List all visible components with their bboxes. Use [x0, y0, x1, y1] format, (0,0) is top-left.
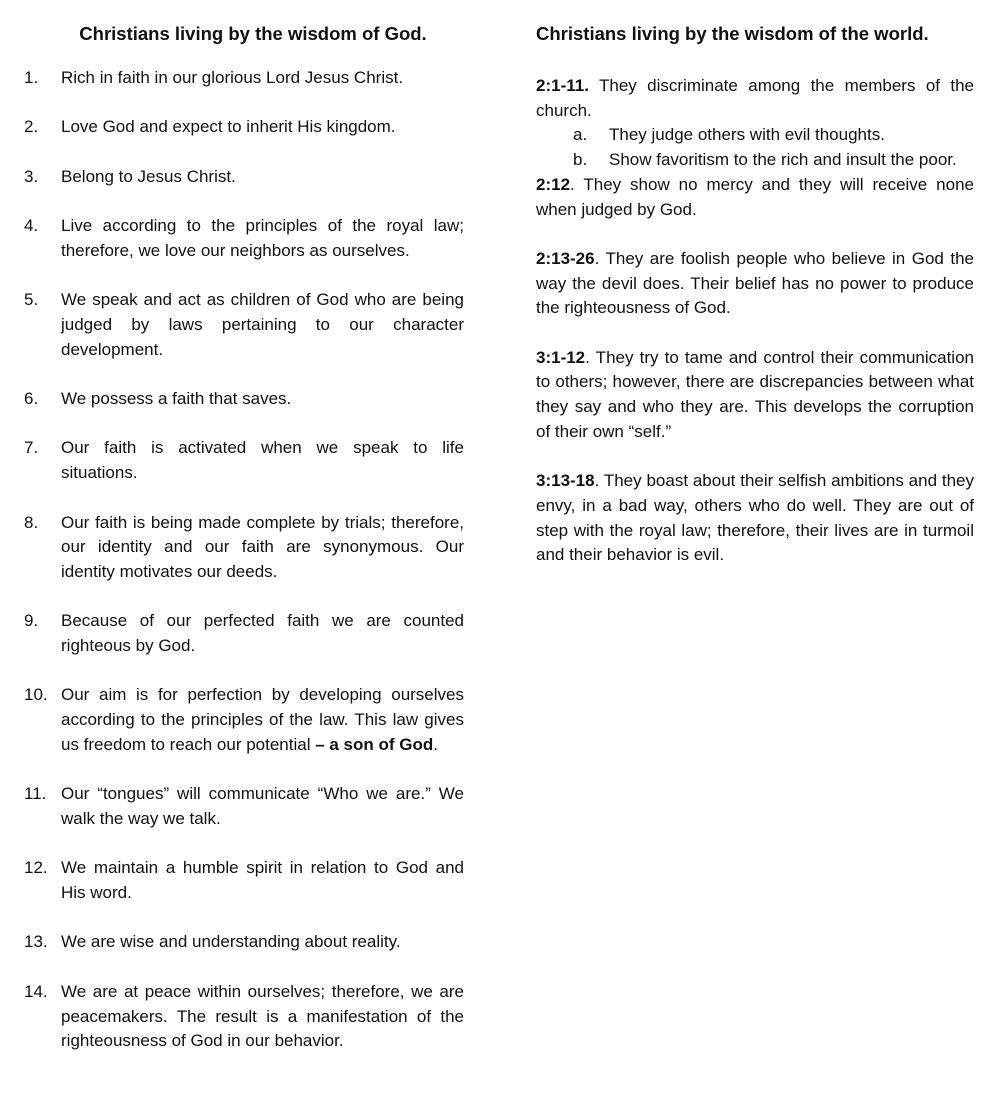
left-column-title: Christians living by the wisdom of God.	[79, 23, 427, 44]
item-text: Our faith is activated when we speak to life situations.	[61, 438, 464, 483]
item-text: Live according to the principles of the royal law; therefore, we love our neighbors as ourselves.	[61, 216, 464, 260]
item-text	[61, 683, 464, 757]
list-item	[24, 930, 464, 955]
item-text: We are at peace within ourselves; therefore, we are peacemakers. The result is a manifestation of the righteousness of God in our behavior.	[61, 981, 464, 1051]
sub-item	[536, 148, 974, 173]
section-ref: 3:1-12	[536, 347, 586, 367]
section-ref: 3:13-18	[536, 471, 595, 491]
list-item	[24, 66, 464, 91]
sub-item-label: a.	[573, 125, 588, 145]
list-item	[24, 980, 464, 1054]
item-text: We speak and act as children of God who are being judged by laws pertaining to our character development.	[61, 290, 464, 359]
right-column	[536, 0, 974, 568]
item-number: 3.	[24, 166, 39, 186]
section-text: . They boast about their selfish ambitions and they envy, in a bad way, others who do well. They are out of step with the royal law; therefore, their lives are in turmoil and their behavior is evil.	[536, 471, 974, 565]
sub-item	[536, 123, 974, 148]
item-number: 13.	[24, 932, 48, 952]
item-text: Because of our perfected faith we are counted righteous by God.	[61, 611, 464, 656]
item-number: 6.	[24, 389, 39, 409]
section-2-1-11	[536, 74, 974, 123]
section-text: They discriminate among the members of the church.	[536, 76, 974, 120]
list-item	[24, 856, 464, 905]
item-number: 10.	[24, 685, 48, 705]
list-item	[24, 165, 464, 190]
section-3-1-12	[536, 346, 974, 445]
section-text: . They are foolish people who believe in God the way the devil does. Their belief has no power to produce the righteousness of God.	[536, 248, 974, 318]
list-item	[24, 683, 464, 757]
list-item	[24, 511, 464, 585]
item-number: 1.	[24, 68, 39, 87]
item-number: 11.	[24, 784, 47, 804]
item-text: Love God and expect to inherit His kingdom.	[61, 117, 396, 137]
list-item	[24, 214, 464, 263]
item-number: 12.	[24, 858, 48, 878]
list-item	[24, 387, 464, 412]
sub-item-text: Show favoritism to the rich and insult the poor.	[609, 150, 957, 170]
section-ref: 2:1-11.	[536, 76, 589, 95]
right-column-title: Christians living by the wisdom of the world.	[536, 23, 929, 44]
item-text: We possess a faith that saves.	[61, 389, 292, 409]
sub-item-text: They judge others with evil thoughts.	[609, 125, 885, 145]
item-text: Our faith is being made complete by trials; therefore, our identity and our faith are synonymous. Our identity motivates our deeds.	[61, 512, 464, 581]
item-text-emphasis: – a son of God	[315, 734, 434, 754]
section-text: . They show no mercy and they will receive none when judged by God.	[536, 174, 974, 219]
item-number: 8.	[24, 512, 39, 532]
section-ref: 2:13-26	[536, 248, 595, 268]
left-column	[24, 0, 464, 1079]
item-number: 2.	[24, 117, 39, 137]
wisdom-of-god-list	[24, 66, 464, 1054]
item-text: Rich in faith in our glorious Lord Jesus Christ.	[61, 68, 404, 87]
item-text: We maintain a humble spirit in relation to God and His word.	[61, 858, 464, 903]
item-number: 14.	[24, 981, 48, 1001]
section-2-13-26	[536, 247, 974, 321]
list-item	[24, 115, 464, 140]
item-text: Belong to Jesus Christ.	[61, 166, 236, 186]
section-ref: 2:12	[536, 174, 571, 194]
list-item	[24, 609, 464, 658]
section-2-12	[536, 173, 974, 222]
item-text: We are wise and understanding about reality.	[61, 932, 401, 952]
list-item	[24, 782, 464, 831]
item-number: 5.	[24, 290, 39, 310]
list-item	[24, 288, 464, 362]
item-number: 7.	[24, 438, 39, 458]
item-text-main: Our aim is for perfection by developing ourselves according to the principles of the law. This law gives us freedom to reach our potential	[61, 685, 464, 754]
list-item	[24, 436, 464, 485]
section-text: . They try to tame and control their communication to others; however, there are discrepancies between what they say and who they are. This develops the corruption of their own “self.”	[536, 347, 974, 441]
sub-item-label: b.	[573, 150, 588, 170]
section-3-13-18	[536, 469, 974, 568]
item-text-tail: .	[433, 734, 438, 754]
item-number: 9.	[24, 611, 39, 631]
item-number: 4.	[24, 216, 39, 236]
item-text: Our “tongues” will communicate “Who we are.” We walk the way we talk.	[61, 784, 464, 828]
